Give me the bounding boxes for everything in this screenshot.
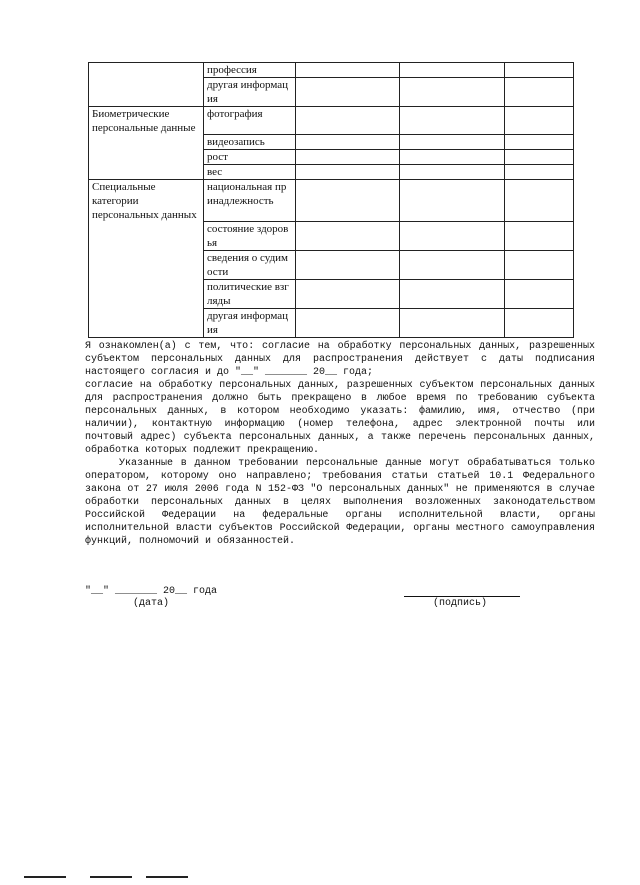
empty-cell <box>295 63 400 78</box>
empty-cell <box>504 78 573 107</box>
empty-cell <box>400 165 505 180</box>
empty-cell <box>400 107 505 135</box>
footer-mark <box>90 876 132 878</box>
empty-cell <box>295 107 400 135</box>
empty-cell <box>400 222 505 251</box>
empty-cell <box>504 251 573 280</box>
empty-cell <box>400 280 505 309</box>
empty-cell <box>504 135 573 150</box>
data-item-cell: другая информация <box>203 309 295 338</box>
empty-cell <box>295 165 400 180</box>
table-body <box>89 63 574 338</box>
data-item-cell: сведения о судимости <box>203 251 295 280</box>
empty-cell <box>504 150 573 165</box>
empty-cell <box>400 180 505 222</box>
data-item-cell: другая информация <box>203 78 295 107</box>
empty-cell <box>400 150 505 165</box>
data-item-cell: национальная принадлежность <box>203 180 295 222</box>
empty-cell <box>504 107 573 135</box>
table-row <box>89 107 574 135</box>
empty-cell <box>504 63 573 78</box>
date-caption: (дата) <box>133 598 170 609</box>
empty-cell <box>504 180 573 222</box>
table-row <box>89 180 574 222</box>
empty-cell <box>295 251 400 280</box>
empty-cell <box>400 63 505 78</box>
empty-cell <box>400 78 505 107</box>
category-cell: Специальные категории персональных данных <box>89 180 204 338</box>
data-item-cell: состояние здоровья <box>203 222 295 251</box>
data-item-cell: фотография <box>203 107 295 135</box>
empty-cell <box>295 78 400 107</box>
empty-cell <box>504 309 573 338</box>
empty-cell <box>504 222 573 251</box>
empty-cell <box>295 150 400 165</box>
footer-mark <box>24 876 66 878</box>
empty-cell <box>295 135 400 150</box>
empty-cell <box>295 180 400 222</box>
category-cell <box>89 63 204 107</box>
empty-cell <box>295 309 400 338</box>
consent-paragraph-2: согласие на обработку персональных данных, разрешенных субъектом персональных данных для распространения должно быть прекращено в любое время по требованию субъекта персональных данных, в котором необходимо указать: фамилию, имя, отчество (при наличии), контактную информацию (номер телефона, адрес электронной почты или почтовый адрес) субъекта персональных данных, а также перечень персональных данных, обработка которых подлежит прекращению. <box>85 380 595 456</box>
empty-cell <box>295 280 400 309</box>
date-line: "__" _______ 20__ года <box>85 586 218 597</box>
consent-paragraph-1: Я ознакомлен(а) с тем, что: согласие на обработку персональных данных, разрешенных субъектом персональных данных для распространения действует с даты подписания настоящего согласия и до "__" _______ 20__ года; <box>85 341 595 378</box>
data-item-cell: видеозапись <box>203 135 295 150</box>
empty-cell <box>400 135 505 150</box>
consent-paragraph-3: Указанные в данном требовании персональные данные могут обрабатываться только оператором, которому оно направлено; требования статьи статьей 10.1 Федерального закона от 27 июля 2006 года N 152-ФЗ "О персональных данных" не применяются в случае обработки персональных данных в целях выполнения возложенных законодательством Российской Федерации на федеральные органы исполнительной власти, органы исполнительной власти субъектов Российской Федерации, органы местного самоуправления функций, полномочий и обязанностей. <box>85 458 595 547</box>
personal-data-table <box>88 62 574 338</box>
empty-cell <box>504 165 573 180</box>
footer-mark <box>146 876 188 878</box>
data-item-cell: политические взгляды <box>203 280 295 309</box>
consent-text <box>85 340 595 548</box>
data-item-cell: рост <box>203 150 295 165</box>
data-item-cell: вес <box>203 165 295 180</box>
empty-cell <box>400 309 505 338</box>
empty-cell <box>295 222 400 251</box>
empty-cell <box>400 251 505 280</box>
signature-caption: (подпись) <box>433 598 488 609</box>
category-cell: Биометрические персональные данные <box>89 107 204 180</box>
data-item-cell: профессия <box>203 63 295 78</box>
table-row <box>89 63 574 78</box>
empty-cell <box>504 280 573 309</box>
signature-line <box>404 596 520 597</box>
